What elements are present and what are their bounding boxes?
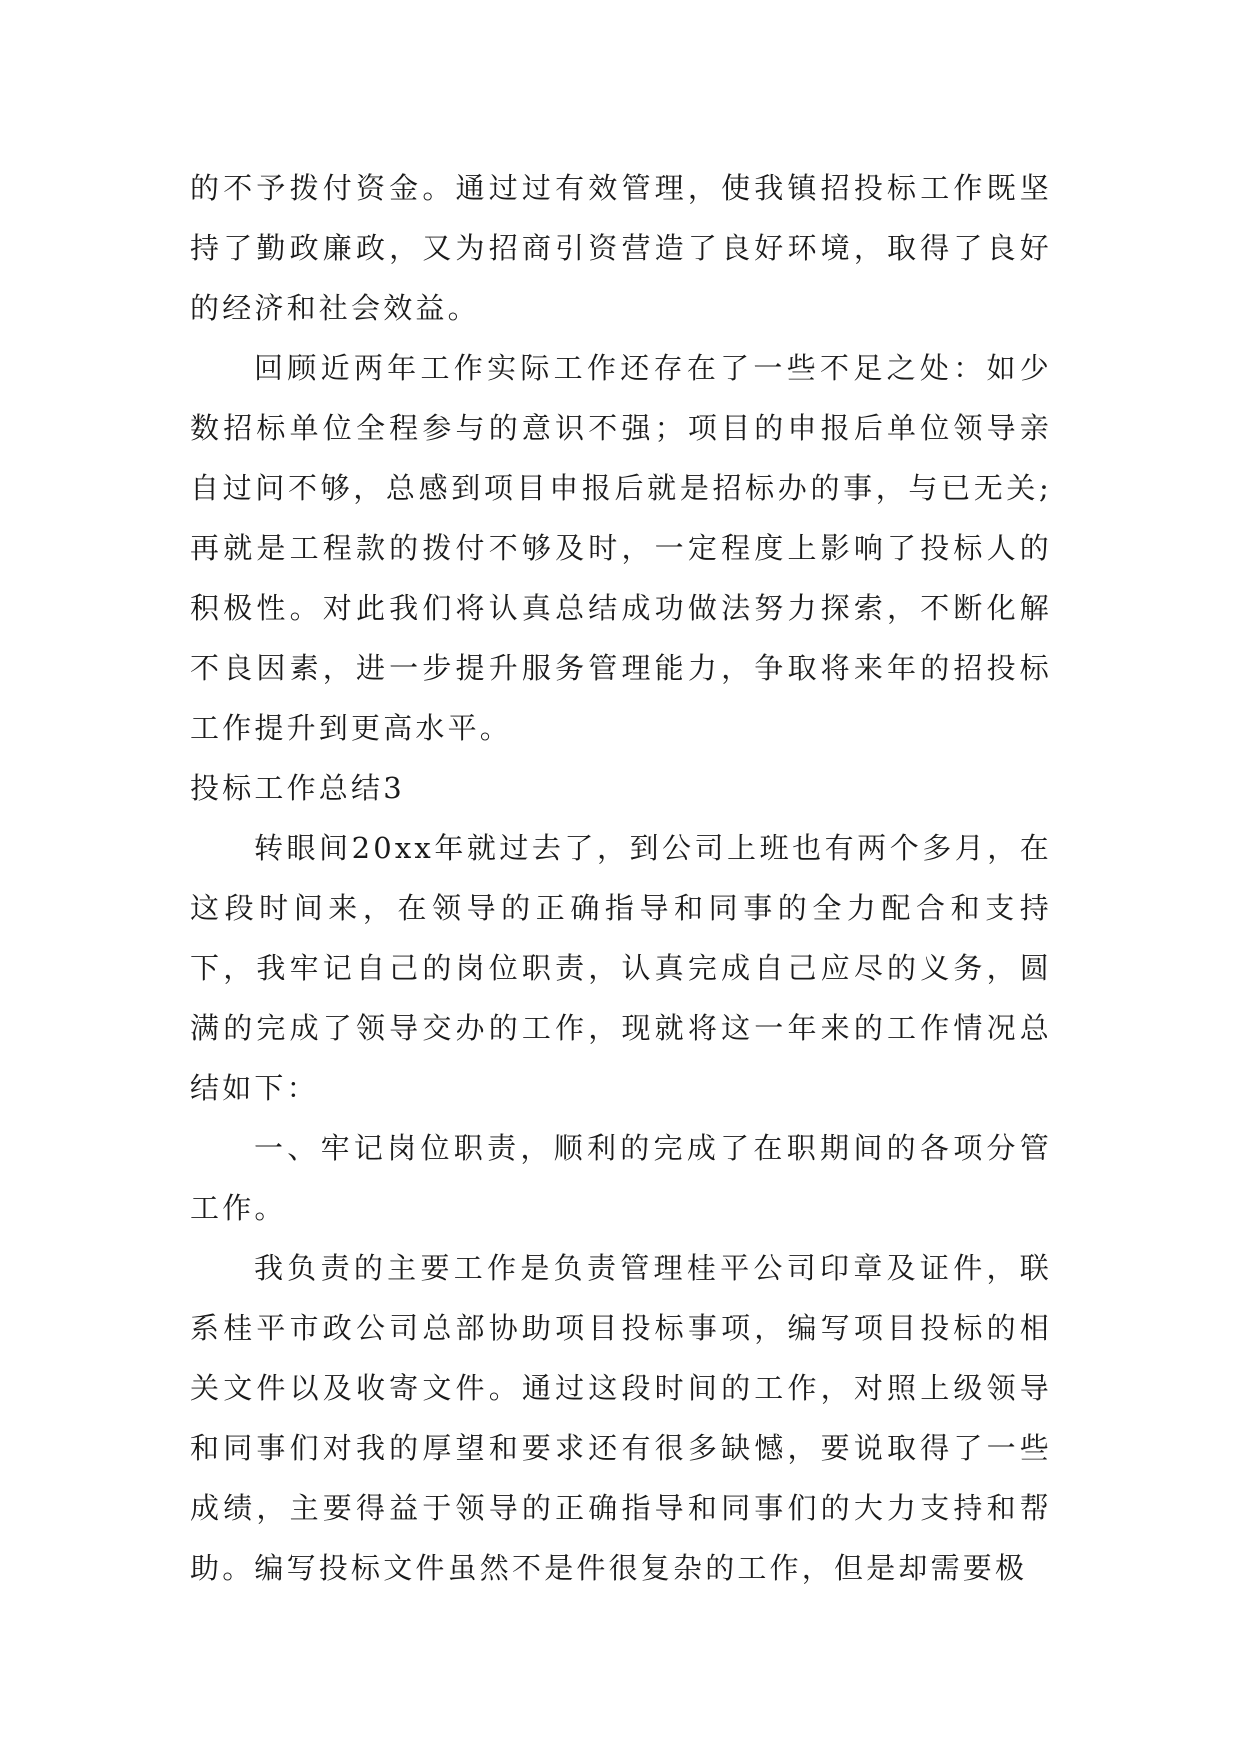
section-heading: 投标工作总结3 — [190, 771, 405, 805]
paragraph-point-one: 一、牢记岗位职责，顺利的完成了在职期间的各项分管工作。 — [190, 1131, 1052, 1225]
document-page — [190, 158, 1052, 1598]
paragraph-continued: 的不予拨付资金。通过过有效管理，使我镇招投标工作既坚持了勤政廉政，又为招商引资营造了良好环境，取得了良好的经济和社会效益。 — [190, 171, 1052, 325]
paragraph-intro: 转眼间20xx年就过去了，到公司上班也有两个多月，在这段时间来，在领导的正确指导和同事的全力配合和支持下，我牢记自己的岗位职责，认真完成自己应尽的义务，圆满的完成了领导交办的工作，现就将这一年来的工作情况总结如下： — [190, 831, 1052, 1105]
paragraph-duties: 我负责的主要工作是负责管理桂平公司印章及证件，联系桂平市政公司总部协助项目投标事项，编写项目投标的相关文件以及收寄文件。通过这段时间的工作，对照上级领导和同事们对我的厚望和要求还有很多缺憾，要说取得了一些成绩，主要得益于领导的正确指导和同事们的大力支持和帮助。编写投标文件虽然不是件很复杂的工作，但是却需要极 — [190, 1251, 1052, 1585]
paragraph-review: 回顾近两年工作实际工作还存在了一些不足之处：如少数招标单位全程参与的意识不强；项目的申报后单位领导亲自过问不够，总感到项目申报后就是招标办的事，与已无关;再就是工程款的拨付不够及时，一定程度上影响了投标人的积极性。对此我们将认真总结成功做法努力探索，不断化解不良因素，进一步提升服务管理能力，争取将来年的招投标工作提升到更高水平。 — [190, 351, 1052, 745]
